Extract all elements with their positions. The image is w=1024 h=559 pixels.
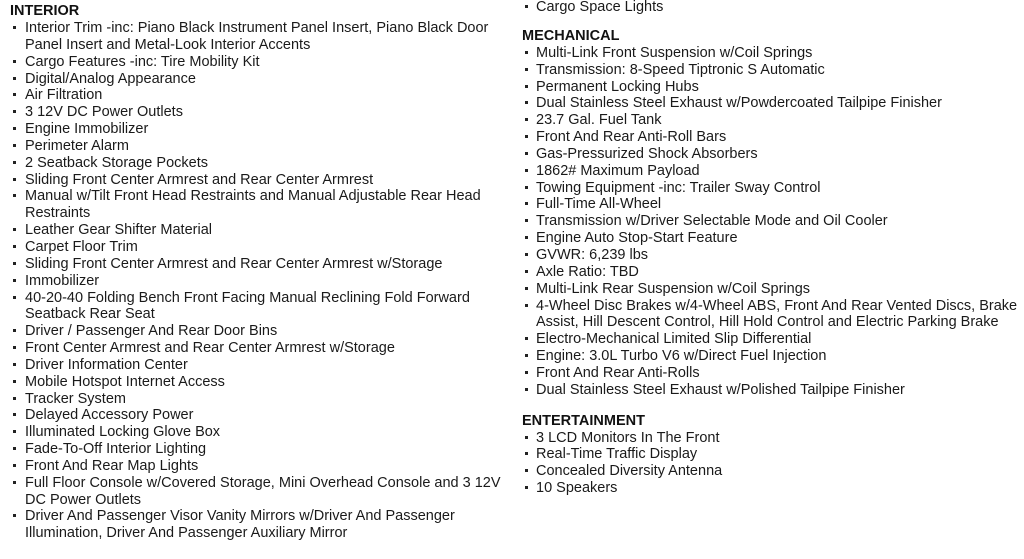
list-item [521,196,1024,213]
bullet-icon [525,253,528,256]
bullet-icon [13,60,16,63]
list-item [0,391,510,408]
list-item [521,247,1024,264]
list-item [521,298,1024,332]
bullet-icon [13,430,16,433]
list-item [0,357,510,374]
bullet-icon [13,93,16,96]
list-item [521,129,1024,146]
bullet-icon [13,464,16,467]
bullet-icon [525,5,528,8]
list-item [521,163,1024,180]
bullet-icon [13,245,16,248]
list-item [0,188,510,222]
bullet-icon [525,287,528,290]
list-item [521,382,1024,399]
list-item-text: Interior Trim -inc: Piano Black Instrument Panel Insert, Piano Black Door Panel Insert and Metal-Look Interior Accents [25,20,489,53]
bullet-icon [525,152,528,155]
bullet-icon [13,228,16,231]
bullet-icon [525,169,528,172]
list-item [0,155,510,172]
bullet-icon [13,161,16,164]
list-item-text: 3 LCD Monitors In The Front [536,429,720,446]
list-item-text: Digital/Analog Appearance [25,70,196,87]
bullet-icon [525,219,528,222]
list-item-text: Engine Auto Stop-Start Feature [536,230,738,247]
list-item-text: 23.7 Gal. Fuel Tank [536,112,662,129]
list-item-text: Gas-Pressurized Shock Absorbers [536,145,758,162]
bullet-icon [13,279,16,282]
list-item-text: Multi-Link Front Suspension w/Coil Springs [536,44,813,61]
list-item [521,264,1024,281]
list-item [521,281,1024,298]
bullet-icon [525,337,528,340]
list-item-text: Leather Gear Shifter Material [25,222,212,239]
list-item [521,365,1024,382]
bullet-icon [13,26,16,29]
list-item [521,180,1024,197]
list-item-text: 1862# Maximum Payload [536,162,700,179]
list-item-text: 10 Speakers [536,480,618,497]
list-item [0,256,510,273]
bullet-icon [13,380,16,383]
list-item-text: Dual Stainless Steel Exhaust w/Polished Tailpipe Finisher [536,381,905,398]
bullet-icon [525,270,528,273]
list-item-text: Multi-Link Rear Suspension w/Coil Springs [536,280,811,297]
bullet-icon [13,262,16,265]
list-item [0,87,510,104]
list-item [0,71,510,88]
entertainment-heading: ENTERTAINMENT [522,412,645,429]
list-item-text: Illuminated Locking Glove Box [25,424,221,441]
bullet-icon [13,296,16,299]
list-item-text: Sliding Front Center Armrest and Rear Center Armrest w/Storage [25,255,443,272]
list-item [521,95,1024,112]
list-item-text: Manual w/Tilt Front Head Restraints and Manual Adjustable Rear Head Restraints [25,188,481,222]
bullet-icon [525,236,528,239]
list-item-text: Delayed Accessory Power [25,407,194,424]
list-item-text: Full Floor Console w/Covered Storage, Mini Overhead Console and 3 12V DC Power Outlets [25,474,501,508]
list-item-text: Cargo Features -inc: Tire Mobility Kit [25,53,260,70]
bullet-icon [13,77,16,80]
list-item [0,20,510,54]
bullet-icon [13,363,16,366]
list-item-text: GVWR: 6,239 lbs [536,246,649,263]
list-item [521,230,1024,247]
bullet-icon [525,388,528,391]
list-item-text: Front And Rear Anti-Roll Bars [536,129,727,146]
list-item [0,323,510,340]
interior-list [0,20,510,542]
list-item [0,508,510,542]
list-item-text: Driver And Passenger Visor Vanity Mirrors w/Driver And Passenger Illumination, Driver And Passenger Auxiliary Mirror [25,508,455,542]
bullet-icon [525,371,528,374]
list-item [521,0,1024,16]
list-item [521,348,1024,365]
bullet-icon [525,135,528,138]
list-item-text: Towing Equipment -inc: Trailer Sway Control [536,179,821,196]
list-item-text: Carpet Floor Trim [25,238,138,255]
bullet-icon [13,447,16,450]
mechanical-list [521,45,1024,399]
bullet-icon [13,178,16,181]
entertainment-list [521,430,1024,497]
list-item [0,290,510,324]
list-item [0,407,510,424]
bullet-icon [13,329,16,332]
list-item-text: Axle Ratio: TBD [536,263,639,280]
list-item [521,45,1024,62]
list-item [0,172,510,189]
list-item [0,340,510,357]
bullet-icon [525,436,528,439]
bullet-icon [525,68,528,71]
mechanical-heading: MECHANICAL [522,27,620,44]
list-item-text: Electro-Mechanical Limited Slip Differential [536,331,812,348]
list-item-text: Perimeter Alarm [25,137,129,154]
list-item [0,54,510,71]
bullet-icon [13,514,16,517]
list-item-text: Engine: 3.0L Turbo V6 w/Direct Fuel Injection [536,348,827,365]
list-item-text: Front And Rear Map Lights [25,457,199,474]
list-item-text: 40-20-40 Folding Bench Front Facing Manual Reclining Fold Forward Seatback Rear Seat [25,289,470,323]
list-item [0,121,510,138]
list-item-text: Full-Time All-Wheel [536,196,662,213]
list-item [521,331,1024,348]
list-item-text: 4-Wheel Disc Brakes w/4-Wheel ABS, Front And Rear Vented Discs, Brake Assist, Hill Descent Control, Hill Hold Control and Electric Parking Brake [536,297,1018,331]
right-column [521,0,1024,497]
list-item-text: Real-Time Traffic Display [536,446,698,463]
bullet-icon [525,354,528,357]
list-item-text: 3 12V DC Power Outlets [25,104,183,121]
bullet-icon [525,51,528,54]
list-item [0,104,510,121]
list-item-text: Permanent Locking Hubs [536,78,699,95]
list-item-text: Transmission w/Driver Selectable Mode and Oil Cooler [536,213,888,230]
list-item [521,480,1024,497]
bullet-icon [525,101,528,104]
list-item-text: Front And Rear Anti-Rolls [536,364,700,381]
bullet-icon [13,397,16,400]
bullet-icon [13,127,16,130]
list-item [521,213,1024,230]
list-item [0,273,510,290]
left-column [0,0,510,542]
bullet-icon [525,186,528,189]
list-item-text: Mobile Hotspot Internet Access [25,373,225,390]
list-item [521,146,1024,163]
list-item-text: Driver Information Center [25,356,188,373]
list-item-text: Immobilizer [25,272,100,289]
list-item [0,138,510,155]
list-item [0,374,510,391]
list-item [521,446,1024,463]
bullet-icon [13,110,16,113]
list-item [0,475,510,509]
list-item [521,430,1024,447]
list-item [0,441,510,458]
list-item [521,79,1024,96]
bullet-icon [525,469,528,472]
bullet-icon [525,486,528,489]
list-item-text: Concealed Diversity Antenna [536,463,723,480]
list-item-text: Cargo Space Lights [536,0,664,15]
bullet-icon [525,85,528,88]
list-item-text: Engine Immobilizer [25,121,149,138]
list-item-text: 2 Seatback Storage Pockets [25,154,208,171]
bullet-icon [13,194,16,197]
list-item-text: Transmission: 8-Speed Tiptronic S Automatic [536,61,825,78]
list-item [521,463,1024,480]
interior-heading: INTERIOR [10,3,80,19]
list-item-text: Driver / Passenger And Rear Door Bins [25,323,278,340]
bullet-icon [13,346,16,349]
bullet-icon [525,452,528,455]
list-item [0,239,510,256]
list-item-text: Sliding Front Center Armrest and Rear Center Armrest [25,171,374,188]
list-item [521,112,1024,129]
list-item-text: Front Center Armrest and Rear Center Armrest w/Storage [25,340,395,357]
bullet-icon [525,304,528,307]
list-item-text: Fade-To-Off Interior Lighting [25,441,207,458]
bullet-icon [525,202,528,205]
interior-continued-list [521,0,1024,16]
bullet-icon [525,118,528,121]
bullet-icon [13,144,16,147]
list-item [521,62,1024,79]
bullet-icon [13,413,16,416]
list-item-text: Air Filtration [25,87,103,104]
list-item [0,458,510,475]
list-item [0,424,510,441]
bullet-icon [13,481,16,484]
list-item-text: Tracker System [25,390,126,407]
list-item [0,222,510,239]
list-item-text: Dual Stainless Steel Exhaust w/Powdercoated Tailpipe Finisher [536,95,942,112]
